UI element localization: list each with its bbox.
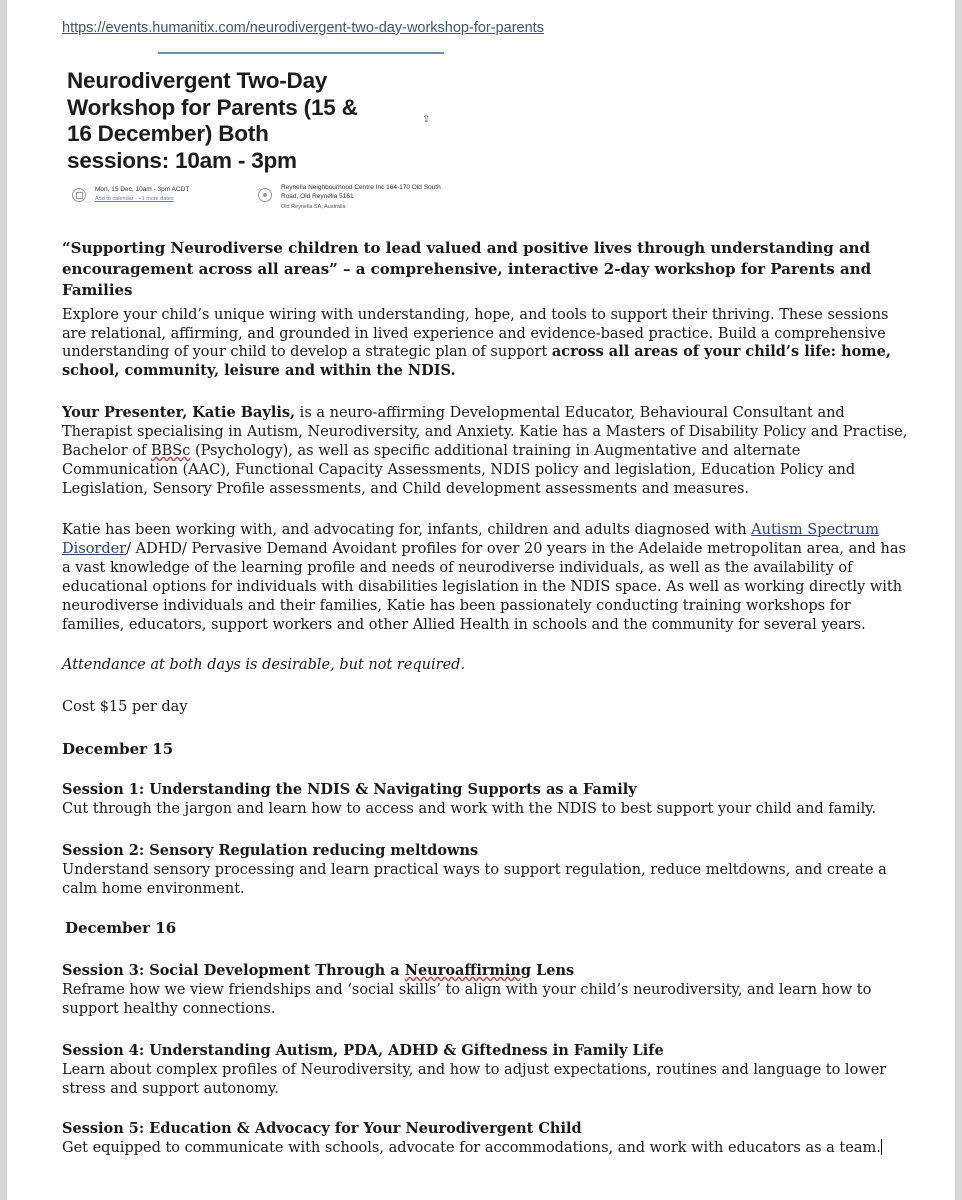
event-venue: Reynella Neighbourhood Centre Inc 164-170 Old South Road, Old Reynella 5161 [281, 184, 441, 200]
cost-line: Cost $15 per day [62, 699, 188, 715]
session-desc: Understand sensory processing and learn practical ways to support regulation, reduce meltdowns, and create a calm home environment. [62, 862, 887, 897]
tagline-quote: “Supporting Neurodiverse children to lead valued and positive lives through understanding and encouragement across all areas” – a comprehensive, interactive 2-day workshop for Parents and Families [62, 239, 872, 299]
autism-spectrum-disorder-link[interactable]: Autism Spectrum Disorder [62, 522, 879, 557]
katie-text-2: / ADHD/ Pervasive Demand Avoidant profiles for over 20 years in the Adelaide metropolitan area, and has a vast knowledge of the learning profile and needs of neurodiverse individuals, as well as the availability of educational options for individuals with disabilities legislation in the NDIS space. As well as working directly with neurodiverse individuals and their families, Katie has been passionately conducting training workshops for families, educators, support workers and other Allied Health in schools and the community for several years. [62, 541, 906, 633]
intro-bold: across all areas of your child’s life: home, school, community, leisure and within the NDIS. [62, 343, 891, 379]
day1-heading: December 15 [62, 740, 174, 758]
event-date: Mon, 15 Dec, 10am - 3pm ACDT [95, 186, 190, 193]
session-1 [62, 780, 912, 819]
session-title: Session 2: Sensory Regulation reducing meltdowns [62, 842, 479, 859]
text-cursor [881, 1139, 883, 1155]
session-desc: Get equipped to communicate with schools, advocate for accommodations, and work with educators as a team. [62, 1140, 881, 1156]
intro-paragraph [62, 306, 912, 380]
event-venue-area: Old Reynella SA, Australia [281, 204, 346, 210]
session-title: Session 1: Understanding the NDIS & Navigating Supports as a Family [62, 781, 637, 798]
event-banner-image [62, 46, 444, 218]
attendance-note [62, 656, 912, 675]
document-page [6, 0, 956, 1200]
session-title-pre: Session 3: Social Development Through a [62, 962, 405, 979]
session-desc: Cut through the jargon and learn how to access and work with the NDIS to best support your child and family. [62, 801, 877, 817]
event-title: Neurodivergent Two-Day Workshop for Parents (15 & 16 December) Both sessions: 10am - 3pm [67, 68, 358, 173]
session-title: Session 5: Education & Advocacy for Your Neurodivergent Child [62, 1120, 582, 1137]
intro-text: Explore your child’s unique wiring with understanding, hope, and tools to support their thriving. These sessions are relational, affirming, and grounded in lived experience and evidence-based practice. Build a comprehensive understanding of your child to develop a strategic plan of support [62, 307, 889, 360]
presenter-text-1: is a neuro-affirming Developmental Educator, Behavioural Consultant and Therapist specialising in Autism, Neurodiversity, and Anxiety. Katie has a Masters of Disability Policy and Practise, Bachelor of [62, 405, 908, 459]
session-title [62, 962, 574, 979]
presenter-paragraph [62, 403, 912, 499]
share-icon: ⇪ [422, 114, 431, 125]
attendance-text: Attendance at both days is desirable, but not required. [62, 657, 466, 673]
katie-text-1: Katie has been working with, and advocating for, infants, children and adults diagnosed with [62, 522, 752, 538]
presenter-text-2: (Psychology), as well as specific additional training in Augmentative and alternate Communication (AAC), Functional Capacity Assessments, NDIS policy and legislation, Education Policy and Legislation, Sensory Profile assessments, and Child development assessments and measures. [62, 443, 856, 497]
session-2 [62, 841, 912, 899]
event-date-links: Add to calendar · +1 more dates [95, 196, 174, 202]
neuroaffirming-misspelling: Neuroaffirming [404, 962, 532, 979]
session-desc: Learn about complex profiles of Neurodiversity, and how to adjust expectations, routines and language to lower stress and support autonomy. [62, 1062, 887, 1097]
bbsc-misspelling: BBSc [150, 443, 191, 459]
presenter-name: Your Presenter, Katie Baylis, [62, 404, 296, 421]
session-desc: Reframe how we view friendships and ‘social skills’ to align with your child’s neurodiversity, and learn how to support healthy connections. [62, 982, 872, 1017]
session-3 [62, 961, 912, 1019]
session-4 [62, 1041, 912, 1099]
banner-divider [158, 52, 444, 54]
day2-heading: December 16 [65, 919, 177, 937]
katie-paragraph [62, 521, 912, 635]
event-url-link[interactable]: https://events.humanitix.com/neurodivergent-two-day-workshop-for-parents [62, 20, 544, 36]
calendar-icon [72, 188, 86, 202]
session-title-post: Lens [531, 962, 575, 979]
location-pin-icon [258, 188, 272, 202]
session-title: Session 4: Understanding Autism, PDA, ADHD & Giftedness in Family Life [62, 1042, 664, 1059]
session-5 [62, 1119, 912, 1158]
